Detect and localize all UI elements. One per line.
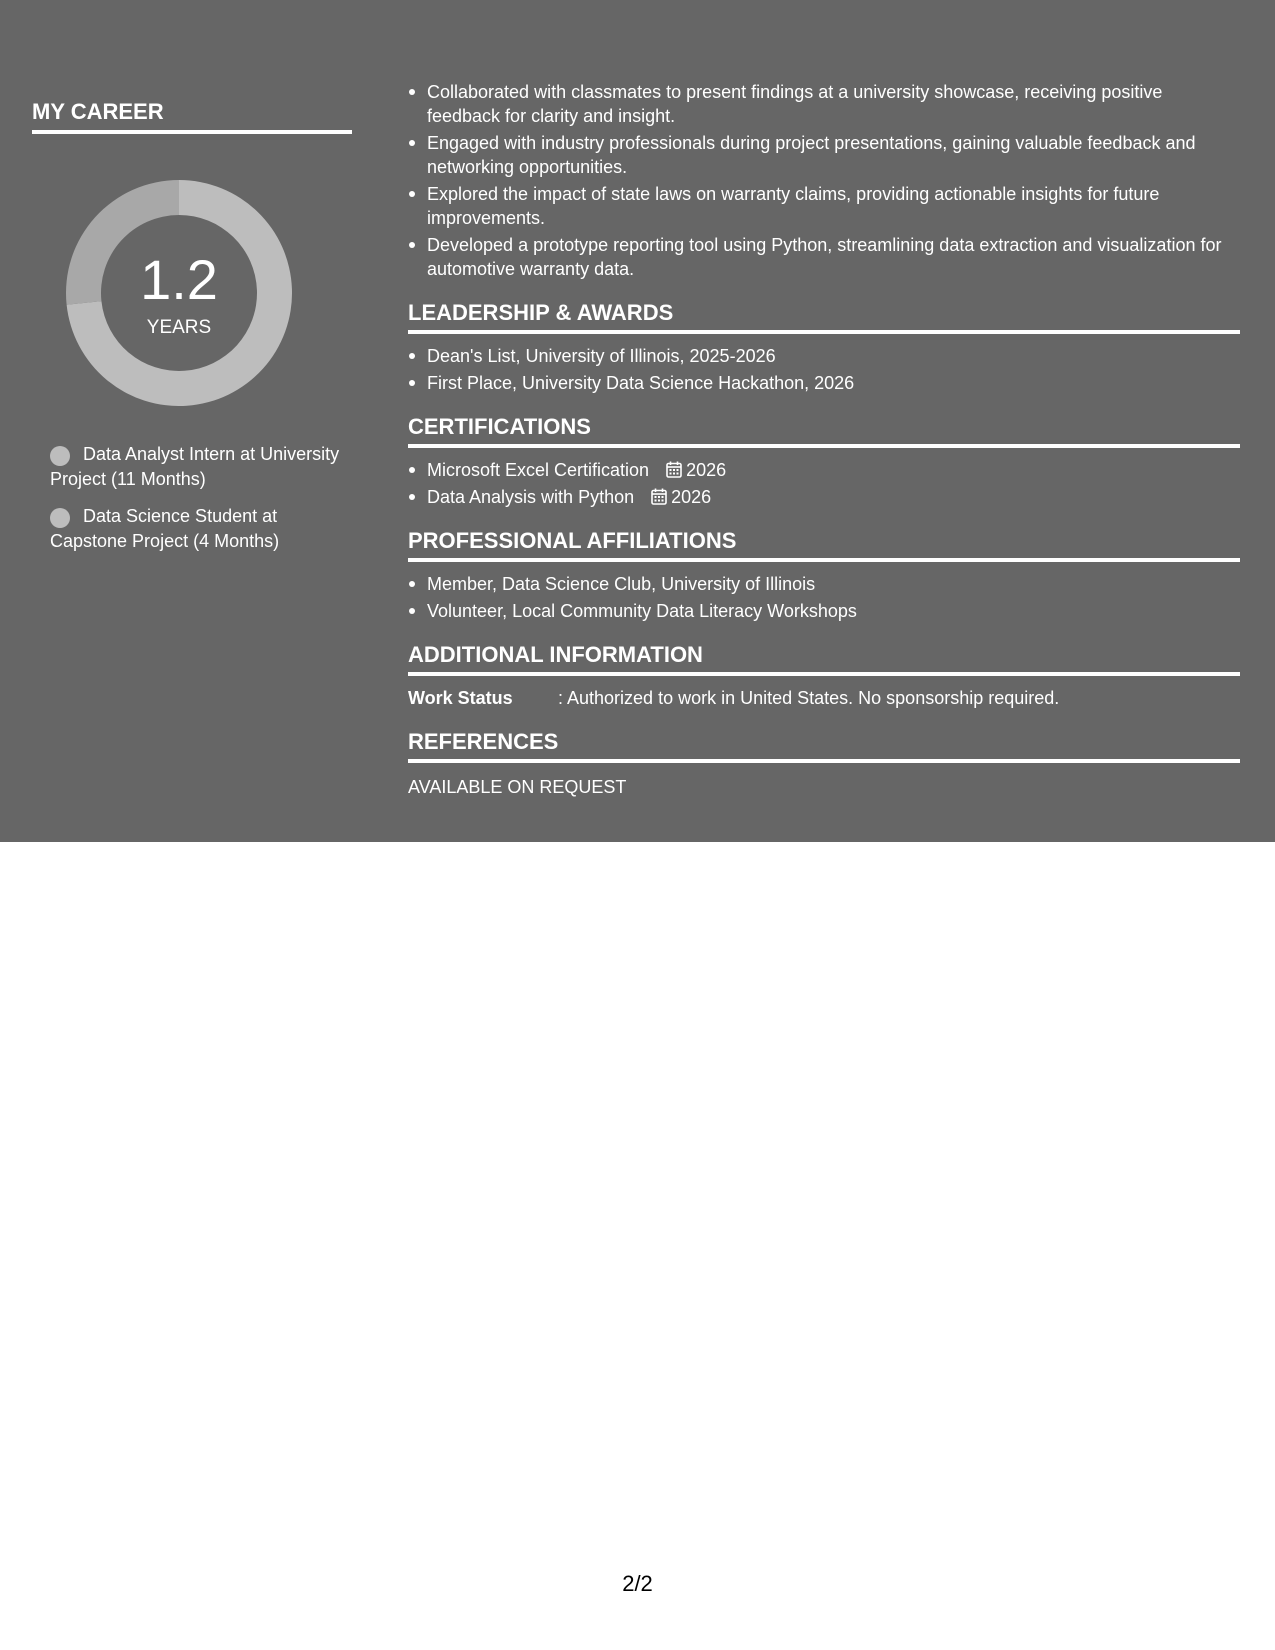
list-item: Volunteer, Local Community Data Literacy Workshops [408, 599, 1240, 623]
leadership-title: LEADERSHIP & AWARDS [408, 299, 1240, 334]
cert-year: 2026 [671, 487, 712, 507]
work-status-value: : Authorized to work in United States. No sponsorship required. [558, 688, 1060, 708]
donut-center [66, 180, 292, 406]
cert-name: Data Analysis with Python [427, 487, 635, 507]
certifications-list [408, 458, 1240, 509]
calendar-icon [666, 461, 682, 478]
list-item: Member, Data Science Club, University of Illinois [408, 572, 1240, 596]
list-item: Explored the impact of state laws on warranty claims, providing actionable insights for future improvements. [408, 182, 1240, 230]
affiliations-section [408, 527, 1240, 623]
cert-date [651, 485, 711, 509]
legend-dot [50, 446, 70, 466]
leadership-section [408, 299, 1240, 395]
work-status-row [408, 686, 1240, 710]
list-item: Engaged with industry professionals during project presentations, gaining valuable feedback and networking opportunities. [408, 131, 1240, 179]
career-legend [50, 442, 350, 554]
page-number: 2/2 [622, 1571, 653, 1596]
list-item: Dean's List, University of Illinois, 2025-2026 [408, 344, 1240, 368]
leadership-list [408, 344, 1240, 395]
additional-info-title: ADDITIONAL INFORMATION [408, 641, 1240, 676]
list-item: Developed a prototype reporting tool using Python, streamlining data extraction and visualization for automotive warranty data. [408, 233, 1240, 281]
career-title: MY CAREER [32, 98, 352, 134]
main-column [408, 80, 1240, 799]
additional-info-section [408, 641, 1240, 710]
certifications-section [408, 413, 1240, 509]
career-total-value: 1.2 [140, 248, 218, 311]
career-donut-chart [66, 180, 292, 406]
list-item [408, 458, 1240, 482]
list-item: Collaborated with classmates to present findings at a university showcase, receiving positive feedback for clarity and insight. [408, 80, 1240, 128]
career-section [32, 98, 352, 566]
legend-dot [50, 508, 70, 528]
list-item [408, 485, 1240, 509]
references-text: AVAILABLE ON REQUEST [408, 777, 627, 797]
affiliations-title: PROFESSIONAL AFFILIATIONS [408, 527, 1240, 562]
cert-date [666, 458, 726, 482]
affiliations-list [408, 572, 1240, 623]
legend-item [50, 442, 350, 492]
work-status-label: Work Status [408, 688, 513, 708]
career-total-unit: YEARS [146, 317, 212, 338]
cert-name: Microsoft Excel Certification [427, 460, 650, 480]
experience-bullets [408, 80, 1240, 281]
cert-year: 2026 [686, 460, 727, 480]
references-title: REFERENCES [408, 728, 1240, 763]
legend-label: Data Analyst Intern at University Project (11 Months) [50, 444, 340, 489]
calendar-icon [651, 488, 667, 505]
legend-item [50, 504, 350, 554]
legend-label: Data Science Student at Capstone Project (4 Months) [50, 506, 280, 551]
references-section [408, 728, 1240, 799]
list-item: First Place, University Data Science Hackathon, 2026 [408, 371, 1240, 395]
certifications-title: CERTIFICATIONS [408, 413, 1240, 448]
